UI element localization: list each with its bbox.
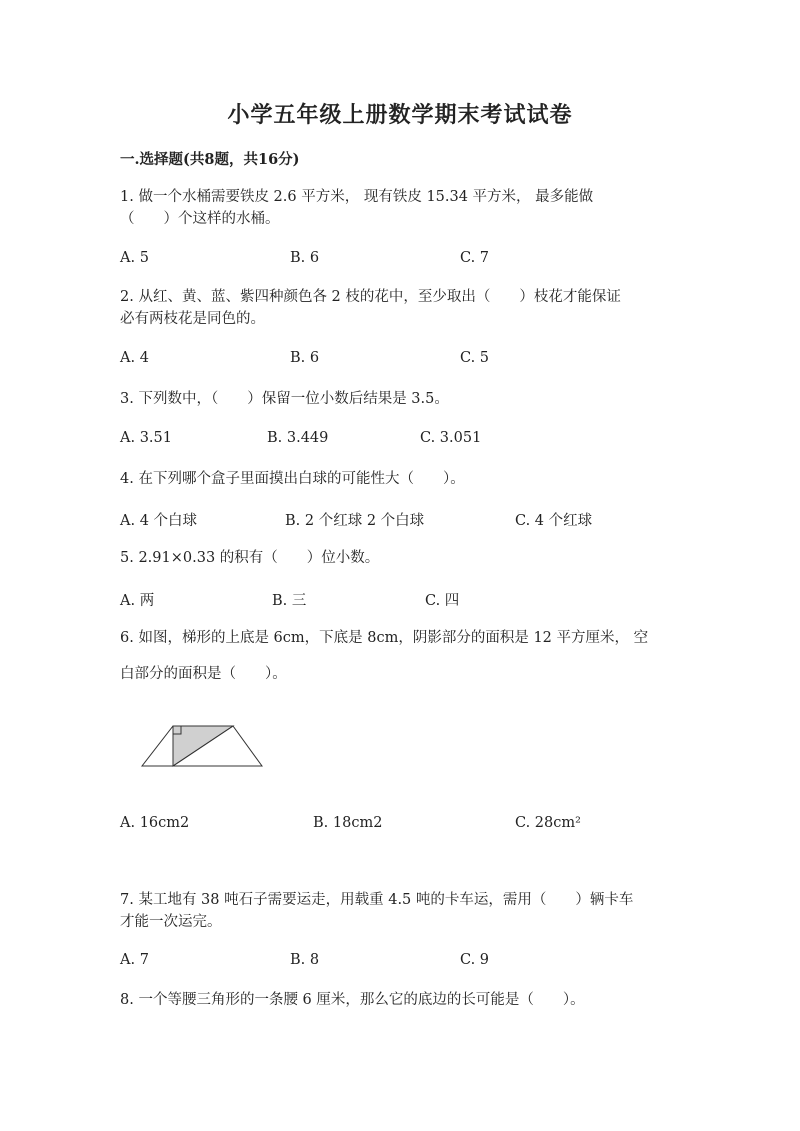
question-5-option-a: A. 两 [120,593,155,609]
question-7-option-b: B. 8 [290,952,320,968]
question-4-option-b: B. 2 个红球 2 个白球 [285,513,425,529]
question-6-option-a: A. 16cm2 [120,815,190,831]
question-1-option-c: C. 7 [460,250,490,266]
question-2-option-a: A. 4 [120,350,149,366]
question-7-option-a: A. 7 [120,952,149,968]
page-title: 小学五年级上册数学期末考试试卷 [227,102,573,128]
question-2-line-1: 2. 从红、黄、蓝、紫四种颜色各 2 枝的花中，至少取出（ ）枝花才能保证 [120,289,621,305]
question-1-line-2: （ ）个这样的水桶。 [120,211,280,227]
question-2-option-c: C. 5 [460,350,490,366]
question-6-line-1: 6. 如图，梯形的上底是 6cm，下底是 8cm，阴影部分的面积是 12 平方厘米， 空 [120,630,649,646]
question-7-line-2: 才能一次运完。 [120,914,222,930]
question-5-line-1: 5. 2.91×0.33 的积有（ ）位小数。 [120,550,380,566]
question-1-line-1: 1. 做一个水桶需要铁皮 2.6 平方米， 现有铁皮 15.34 平方米， 最多能做 [120,189,594,205]
question-3-option-b: B. 3.449 [267,430,329,446]
question-7-line-1: 7. 某工地有 38 吨石子需要运走，用载重 4.5 吨的卡车运，需用（ ）辆卡车 [120,892,634,908]
question-5-option-b: B. 三 [272,593,307,609]
question-3-option-c: C. 3.051 [420,430,482,446]
section-heading: 一.选择题(共8题，共16分) [120,151,300,168]
trapezoid-figure [138,717,268,771]
question-4-option-c: C. 4 个红球 [515,513,593,529]
question-1-option-b: B. 6 [290,250,320,266]
question-6-option-b: B. 18cm2 [313,815,383,831]
question-2-option-b: B. 6 [290,350,320,366]
question-4-option-a: A. 4 个白球 [120,513,198,529]
question-1-option-a: A. 5 [120,250,149,266]
question-6-option-c: C. 28cm² [515,815,581,831]
question-7-option-c: C. 9 [460,952,490,968]
question-8-line-1: 8. 一个等腰三角形的一条腰 6 厘米，那么它的底边的长可能是（ ）。 [120,992,585,1008]
question-6-line-2: 白部分的面积是（ ）。 [120,666,287,682]
question-2-line-2: 必有两枝花是同色的。 [120,311,265,327]
question-3-option-a: A. 3.51 [120,430,172,446]
question-3-line-1: 3. 下列数中，（ ）保留一位小数后结果是 3.5。 [120,391,449,407]
question-5-option-c: C. 四 [425,593,460,609]
question-4-line-1: 4. 在下列哪个盒子里面摸出白球的可能性大（ ）。 [120,471,465,487]
